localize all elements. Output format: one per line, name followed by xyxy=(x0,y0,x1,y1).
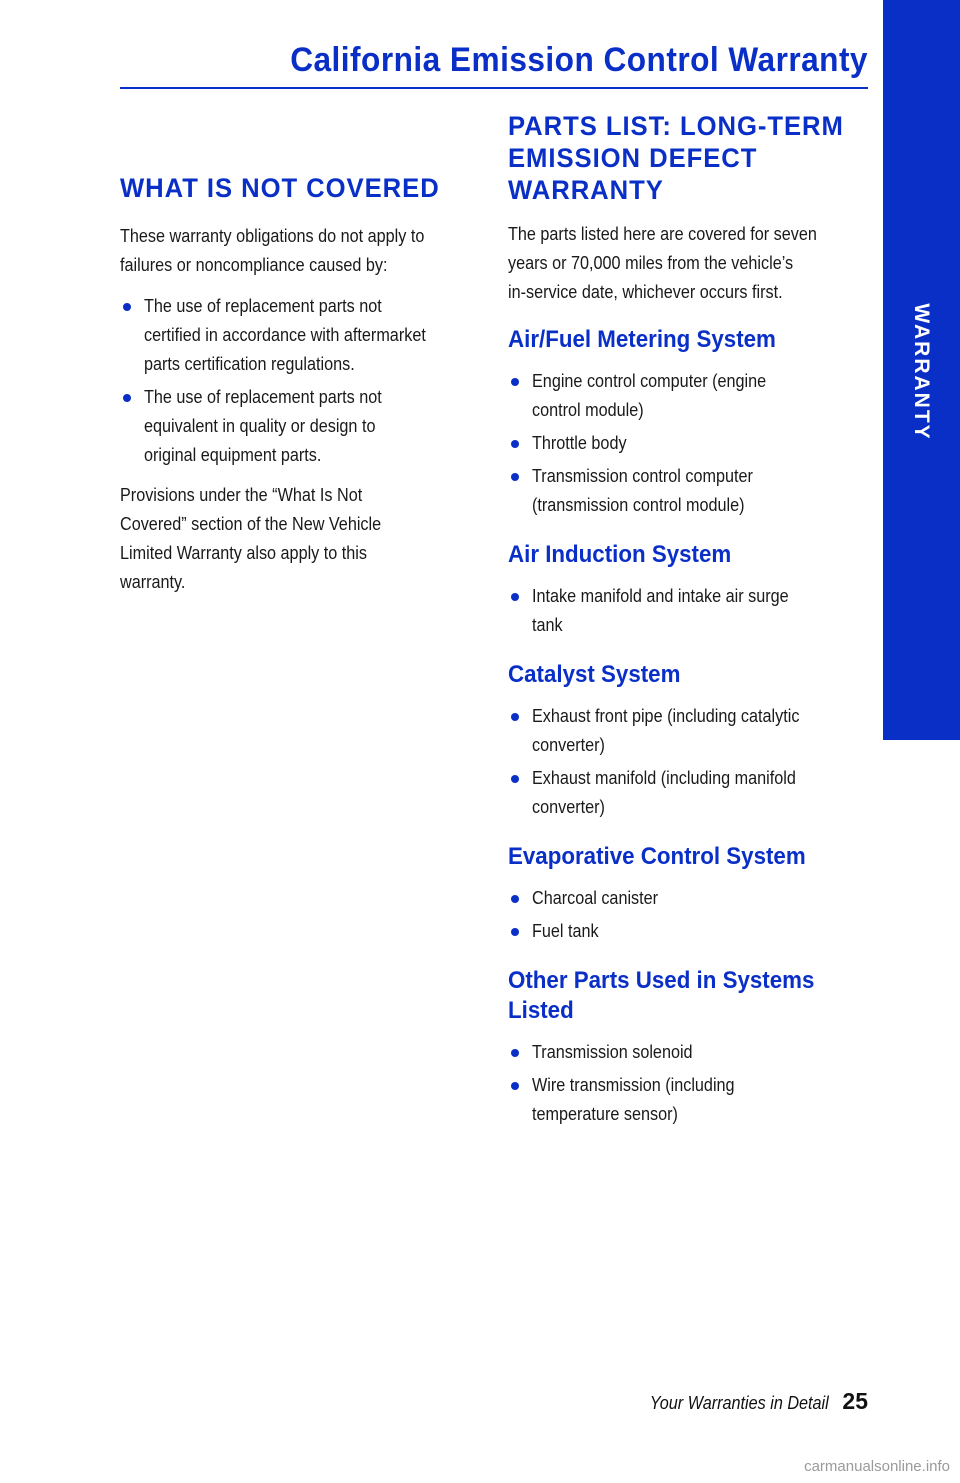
bullet-icon xyxy=(511,928,519,936)
list-item: Transmission control computer (transmission control module) xyxy=(508,462,868,520)
parts-list xyxy=(508,1038,868,1129)
page-number: 25 xyxy=(842,1388,868,1414)
not-covered-list xyxy=(120,292,480,470)
page-title: California Emission Control Warranty xyxy=(290,41,868,79)
section-heading: Air Induction System xyxy=(508,541,732,568)
list-item: Transmission solenoid xyxy=(508,1038,868,1067)
section-heading: Evaporative Control System xyxy=(508,843,806,870)
parts-list-heading: PARTS LIST: LONG-TERM EMISSION DEFECT WARRANTY xyxy=(508,111,844,205)
not-covered-intro: These warranty obligations do not apply to failures or noncompliance caused by: xyxy=(120,226,425,275)
bullet-icon xyxy=(511,473,519,481)
list-item: Fuel tank xyxy=(508,917,868,946)
list-item: Exhaust front pipe (including catalytic converter) xyxy=(508,702,868,760)
parts-list-intro: The parts listed here are covered for seven years or 70,000 miles from the vehicle’s in-service date, whichever occurs first. xyxy=(508,224,817,302)
list-item: The use of replacement parts not equivalent in quality or design to original equipment parts. xyxy=(120,383,480,470)
parts-list xyxy=(508,367,868,520)
bullet-icon xyxy=(511,775,519,783)
section-tab-label: WARRANTY xyxy=(910,303,933,441)
list-item: The use of replacement parts not certified in accordance with aftermarket parts certification regulations. xyxy=(120,292,480,379)
bullet-icon xyxy=(123,394,131,402)
list-item: Engine control computer (engine control module) xyxy=(508,367,868,425)
footer-section-title: Your Warranties in Detail xyxy=(649,1393,829,1413)
watermark: carmanualsonline.info xyxy=(804,1458,950,1475)
list-item: Intake manifold and intake air surge tank xyxy=(508,582,868,640)
bullet-icon xyxy=(123,303,131,311)
parts-list xyxy=(508,884,868,946)
right-column xyxy=(508,110,868,1129)
bullet-icon xyxy=(511,593,519,601)
bullet-icon xyxy=(511,440,519,448)
not-covered-heading: WHAT IS NOT COVERED xyxy=(120,173,440,203)
title-divider xyxy=(120,87,868,89)
list-item: Throttle body xyxy=(508,429,868,458)
left-column xyxy=(120,172,480,597)
section-heading: Air/Fuel Metering System xyxy=(508,326,776,353)
parts-sections xyxy=(508,325,868,1129)
bullet-icon xyxy=(511,378,519,386)
section-heading: Catalyst System xyxy=(508,661,681,688)
parts-list xyxy=(508,582,868,640)
bullet-icon xyxy=(511,1049,519,1057)
list-item: Wire transmission (including temperature sensor) xyxy=(508,1071,868,1129)
list-item: Exhaust manifold (including manifold converter) xyxy=(508,764,868,822)
section-heading: Other Parts Used in Systems Listed xyxy=(508,967,815,1024)
bullet-icon xyxy=(511,895,519,903)
page-footer xyxy=(630,1388,868,1415)
parts-list xyxy=(508,702,868,822)
list-item: Charcoal canister xyxy=(508,884,868,913)
not-covered-outro: Provisions under the “What Is Not Covered” section of the New Vehicle Limited Warranty also apply to this warranty. xyxy=(120,485,382,592)
bullet-icon xyxy=(511,713,519,721)
bullet-icon xyxy=(511,1082,519,1090)
